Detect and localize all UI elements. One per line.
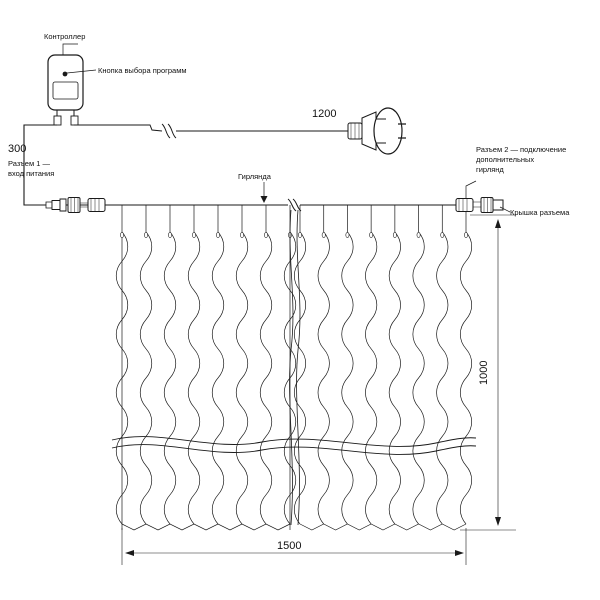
connector2-label-line3: гирлянд [476,165,504,174]
connector-2 [456,198,503,213]
garland-leader [261,182,268,203]
controller-leader [63,44,78,55]
controller-label: Контроллер [44,32,86,41]
mains-plug [348,108,406,154]
dim-1000-value: 1000 [478,360,490,385]
net-mesh-right [294,205,471,530]
connector1-label-line2: вход питания [8,169,55,178]
controller-box [48,55,83,125]
net-mesh-left [116,205,296,530]
mains-cord [74,125,348,131]
dim-300-value: 300 [8,143,27,155]
connector-2-leader [466,181,476,198]
dim-1500-value: 1500 [277,540,302,552]
mains-cord-break [162,124,176,138]
dim-300 [8,143,54,178]
connector-cap-label: Крышка разъема [510,208,570,217]
connector1-label-line1: Разъем 1 — [8,159,50,168]
garland-label: Гирлянда [238,172,271,181]
net-left-panel [122,232,290,530]
dim-1200-value: 1200 [312,108,337,120]
connector2-label-line1: Разъем 2 — подключение [476,145,567,154]
connector2-label-line2: дополнительных [476,155,535,164]
garland-net [122,232,290,530]
program-button-label: Кнопка выбора программ [98,66,187,75]
connector-1 [44,198,108,213]
